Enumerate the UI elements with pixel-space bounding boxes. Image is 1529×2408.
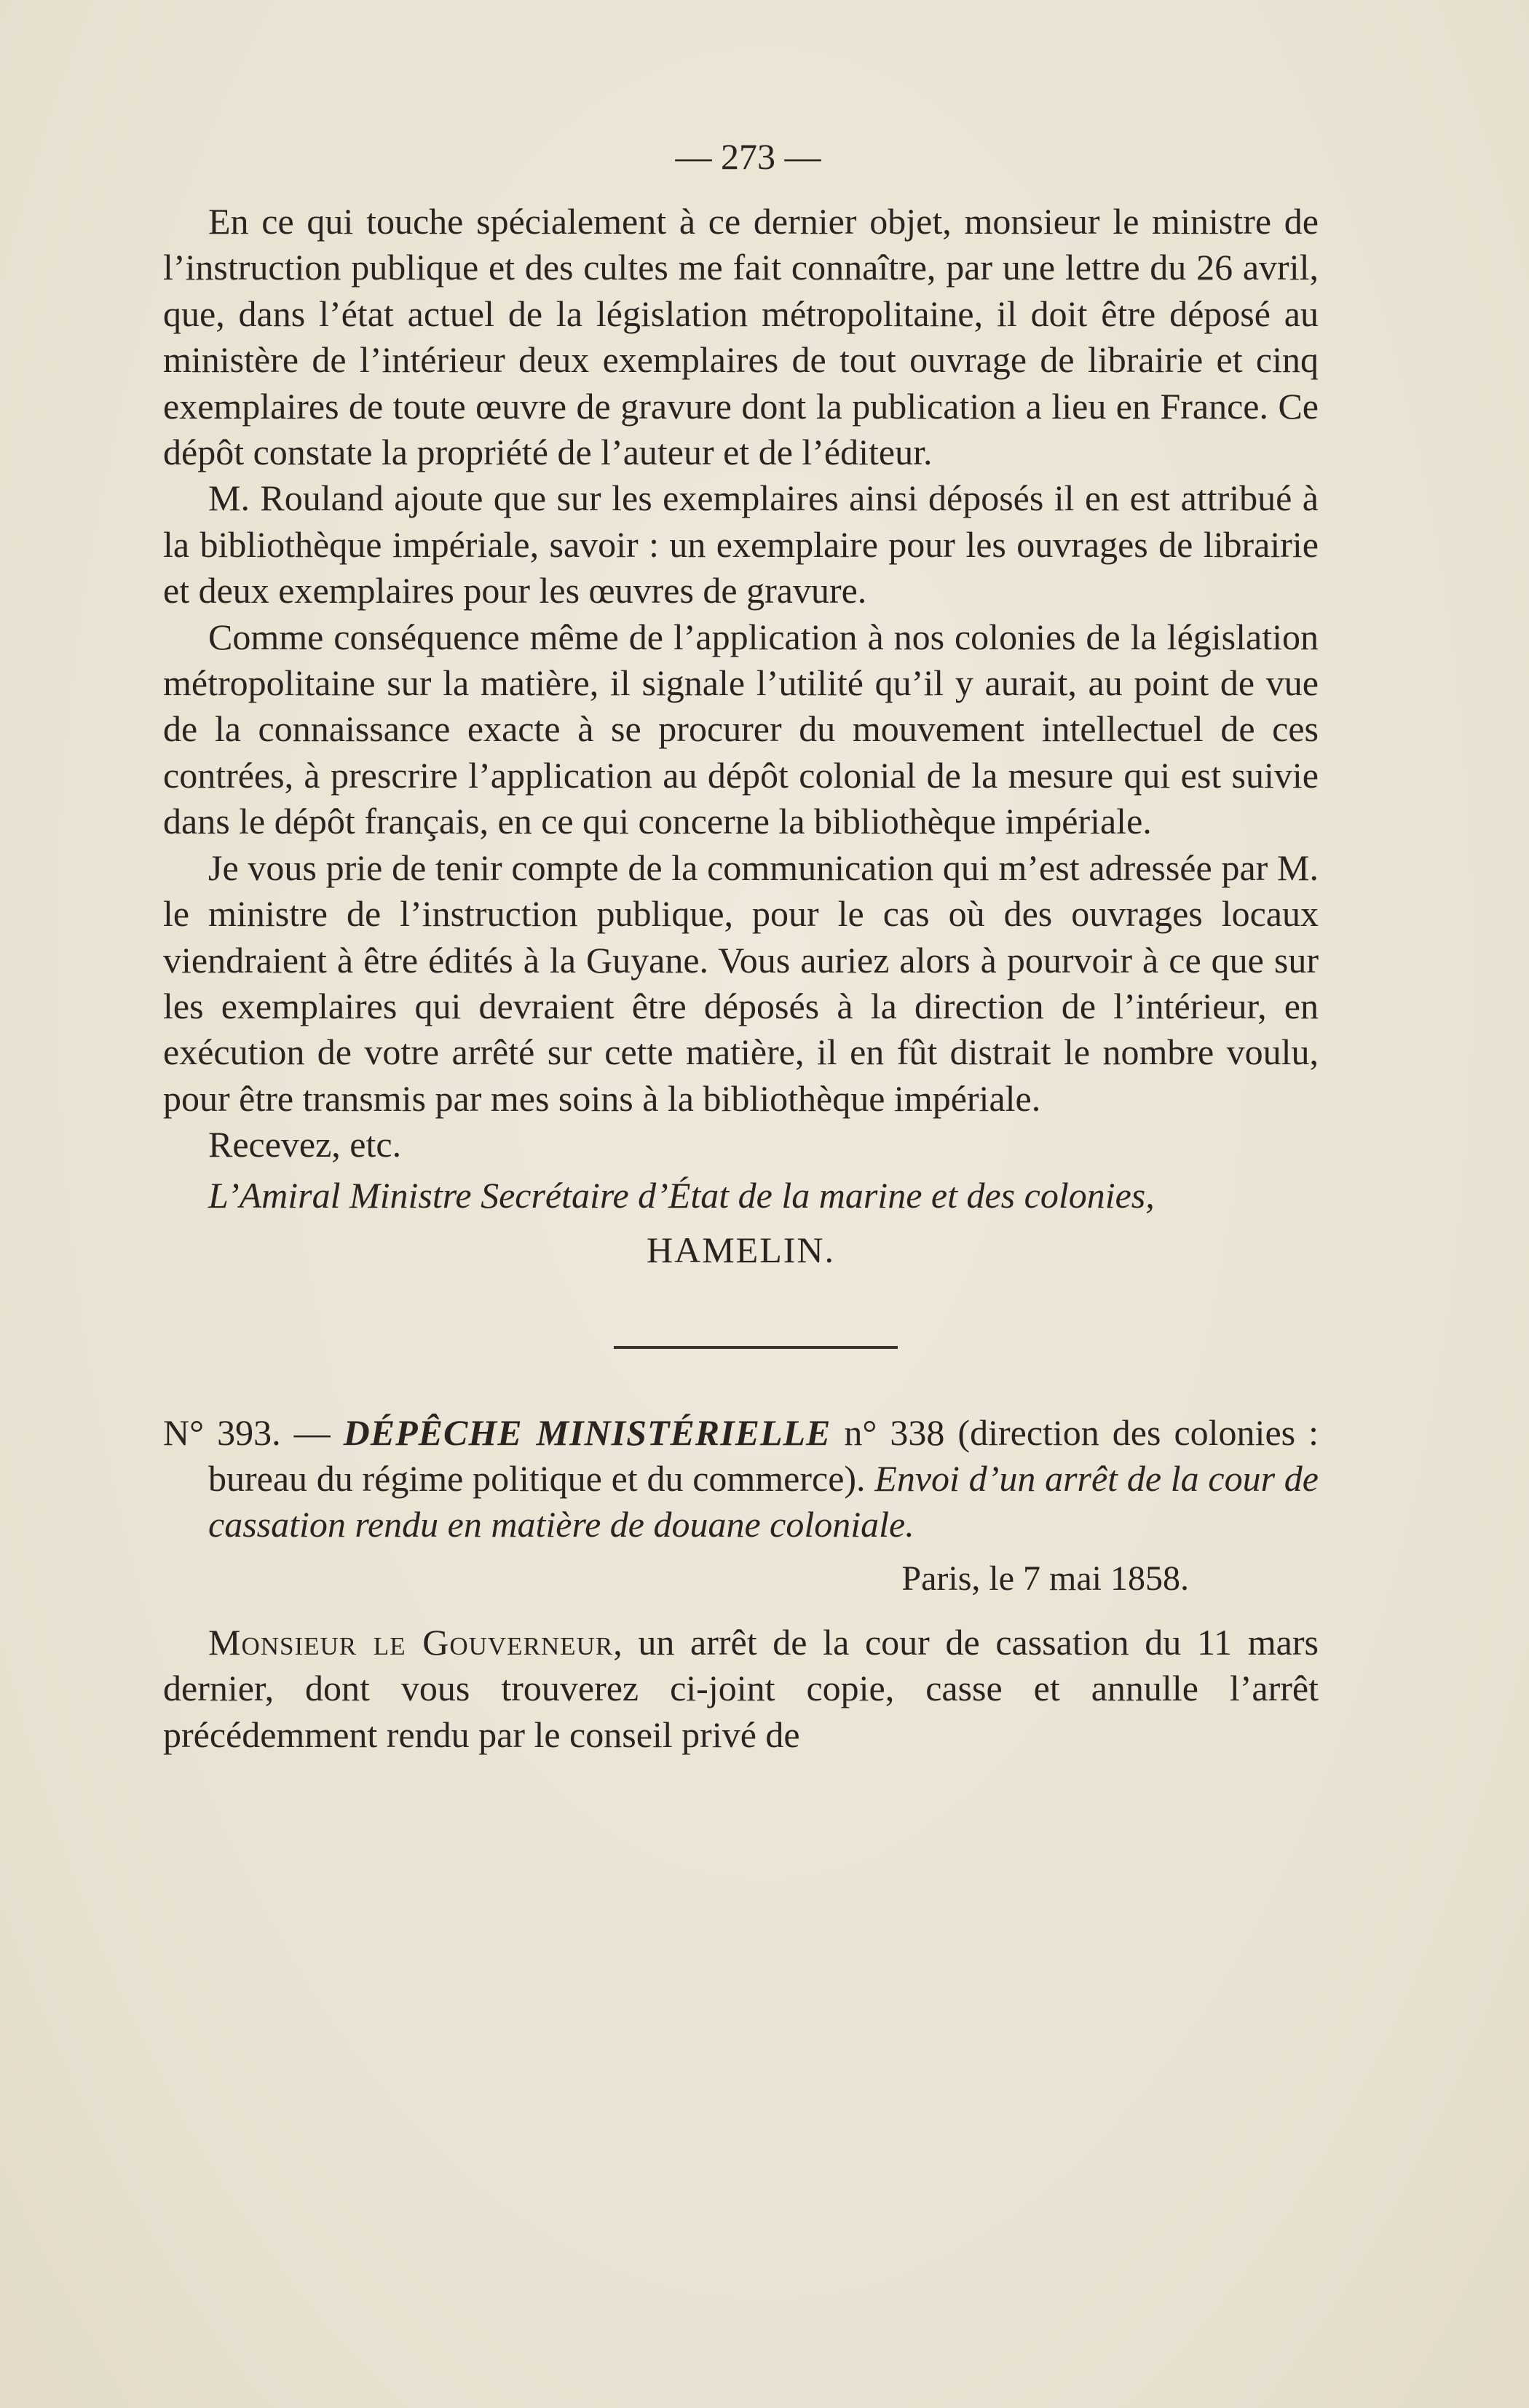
- entry-subject: Envoi d’un arrêt de la cour de cassation rendu en matière de douane coloniale.: [208, 1457, 1319, 1545]
- paragraph-closing: Recevez, etc.: [208, 1124, 402, 1165]
- dateline: Paris, le 7 mai 1858.: [901, 1559, 1189, 1598]
- entry-number: N° 393. —: [163, 1411, 344, 1453]
- letter-text: , un arrêt de la cour de cassation du 11 mars dernier, dont vous trouverez ci-joint copie, casse et annulle l’arrêt précédemment rendu par le conseil privé de: [163, 1621, 1319, 1755]
- letter-body: [163, 1620, 1319, 1758]
- page-number: — 273 —: [675, 136, 821, 177]
- entry-details: n° 338 (direction des colonies : bureau du régime politique et du commerce).: [208, 1411, 1319, 1499]
- paragraph-4: Je vous prie de tenir compte de la communication qui m’est adressée par M. le ministre de l’instruction publique, pour le cas où des ouvrages locaux viendraient à être édités à la Guyane. Vous auriez alors à pourvoir à ce que sur les exemplaires qui devraient être déposés à la direction de l’intérieur, en exécution de votre arrêté sur cette matière, il en fût distrait le nombre voulu, pour être transmis par mes soins à la bibliothèque impériale.: [163, 847, 1319, 1119]
- signature-title: L’Amiral Ministre Secrétaire d’État de la marine et des colonies,: [208, 1174, 1155, 1216]
- signature-name: HAMELIN.: [646, 1229, 836, 1270]
- letter-salutation: Monsieur le Gouverneur: [208, 1621, 614, 1663]
- entry-header: [163, 1410, 1319, 1548]
- paragraph-2: M. Rouland ajoute que sur les exemplaires ainsi déposés il en est attribué à la bibliothèque impériale, savoir : un exemplaire pour les ouvrages de librairie et deux exemplaires pour les œuvres de gravure.: [163, 478, 1319, 611]
- paragraph-3: Comme conséquence même de l’application à nos colonies de la législation métropolitaine sur la matière, il signale l’utilité qu’il y aurait, au point de vue de la connaissance exacte à se procurer du mouvement intellectuel de ces contrées, à prescrire l’application au dépôt colonial de la mesure qui est suivie dans le dépôt français, en ce qui concerne la bibliothèque impériale.: [163, 616, 1319, 842]
- entry-heading: DÉPÊCHE MINISTÉRIELLE: [343, 1411, 831, 1453]
- section-divider: [614, 1346, 898, 1349]
- paragraph-1: En ce qui touche spécialement à ce dernier objet, monsieur le ministre de l’instruction publique et des cultes me fait connaître, par une lettre du 26 avril, que, dans l’état actuel de la législation métropolitaine, il doit être déposé au ministère de l’intérieur deux exemplaires de tout ouvrage de librairie et cinq exemplaires de toute œuvre de gravure dont la publication a lieu en France. Ce dépôt constate la propriété de l’auteur et de l’éditeur.: [163, 201, 1319, 473]
